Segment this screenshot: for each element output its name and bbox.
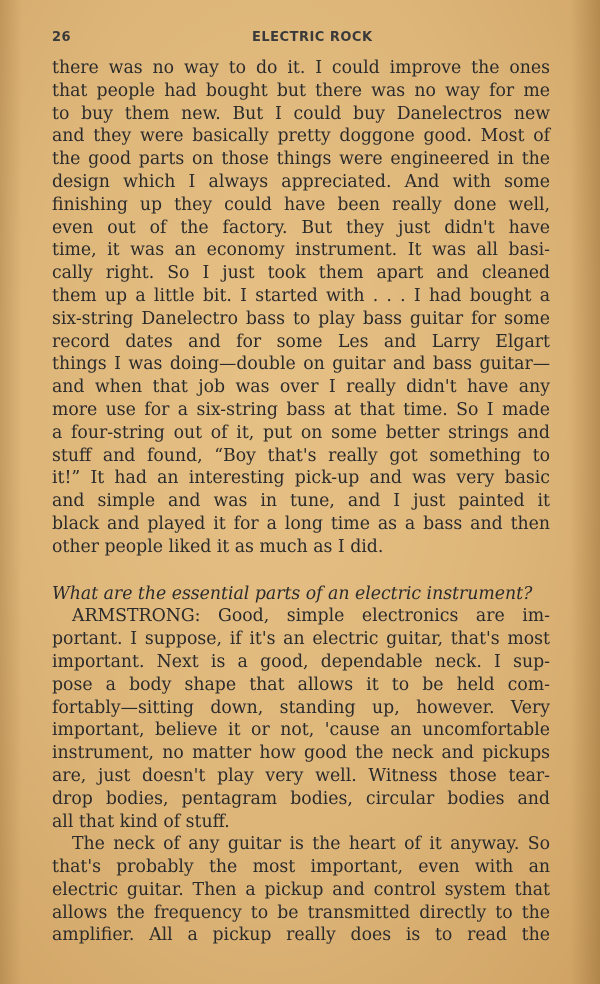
paragraph-3 bbox=[52, 833, 550, 947]
page-edge-shadow bbox=[570, 0, 600, 984]
text-line: important. Next is a good, dependable neck. I sup- bbox=[52, 651, 550, 672]
page-number: 26 bbox=[52, 30, 72, 45]
text-line: all that kind of stuff. bbox=[52, 811, 230, 832]
text-line: drop bodies, pentagram bodies, circular bodies and bbox=[52, 788, 550, 809]
text-line: cally right. So I just took them apart and cleaned bbox=[52, 263, 550, 284]
text-line: time, it was an economy instrument. It was all basi- bbox=[52, 240, 550, 261]
text-line: that's probably the most important, even with an bbox=[52, 857, 550, 878]
paragraph-1 bbox=[52, 57, 550, 559]
text-line: them up a little bit. I started with . . . I had bought a bbox=[52, 285, 550, 306]
text-line: fortably—sitting down, standing up, however. Very bbox=[52, 697, 550, 718]
text-line: finishing up they could have been really done well, bbox=[52, 194, 550, 215]
section-break bbox=[52, 559, 550, 583]
page-gutter-shadow bbox=[0, 0, 22, 984]
running-title: ELECTRIC ROCK bbox=[252, 30, 373, 45]
text-line: other people liked it as much as I did. bbox=[52, 536, 384, 557]
text-line: that people had bought but there was no way for me bbox=[52, 80, 550, 101]
text-line: The neck of any guitar is the heart of it anyway. So bbox=[72, 834, 550, 855]
text-line: and when that job was over I really didn't have any bbox=[52, 377, 550, 398]
text-line: electric guitar. Then a pickup and control system that bbox=[52, 879, 550, 900]
text-line: and they were basically pretty doggone good. Most of bbox=[52, 126, 550, 147]
text-line: to buy them new. But I could buy Danelectros new bbox=[52, 103, 550, 124]
body-text bbox=[52, 57, 550, 947]
text-line: allows the frequency to be transmitted directly to the bbox=[52, 902, 550, 923]
paragraph-2 bbox=[52, 605, 550, 833]
text-line: there was no way to do it. I could improve the ones bbox=[52, 58, 550, 78]
text-line: important, believe it or not, 'cause an uncomfortable bbox=[52, 720, 550, 741]
text-line: design which I always appreciated. And with some bbox=[52, 171, 550, 192]
text-line: black and played it for a long time as a bass and then bbox=[52, 513, 550, 534]
text-line: the good parts on those things were engineered in the bbox=[52, 149, 550, 170]
text-line: and simple and was in tune, and I just painted it bbox=[52, 491, 550, 512]
text-line: ARMSTRONG: Good, simple electronics are im- bbox=[72, 606, 550, 627]
text-line: it!” It had an interesting pick-up and was very basic bbox=[52, 468, 550, 489]
text-line: more use for a six-string bass at that time. So I made bbox=[52, 399, 550, 420]
text-line: even out of the factory. But they just didn't have bbox=[52, 217, 550, 238]
text-line: record dates and for some Les and Larry Elgart bbox=[52, 331, 550, 352]
text-line: six-string Danelectro bass to play bass guitar for some bbox=[52, 308, 550, 329]
page-header bbox=[52, 30, 552, 50]
text-line: stuff and found, “Boy that's really got something to bbox=[52, 445, 550, 466]
interview-question: What are the essential parts of an electric instrument? bbox=[52, 583, 533, 604]
text-line: a four-string out of it, put on some better strings and bbox=[52, 422, 550, 443]
text-line: portant. I suppose, if it's an electric guitar, that's most bbox=[52, 629, 550, 650]
text-line: instrument, no matter how good the neck and pickups bbox=[52, 743, 550, 764]
text-line: are, just doesn't play very well. Witness those tear- bbox=[52, 765, 550, 786]
text-line: amplifier. All a pickup really does is to read the bbox=[52, 925, 550, 946]
text-line: things I was doing—double on guitar and bass guitar— bbox=[52, 354, 550, 375]
text-line: pose a body shape that allows it to be held com- bbox=[52, 674, 550, 695]
